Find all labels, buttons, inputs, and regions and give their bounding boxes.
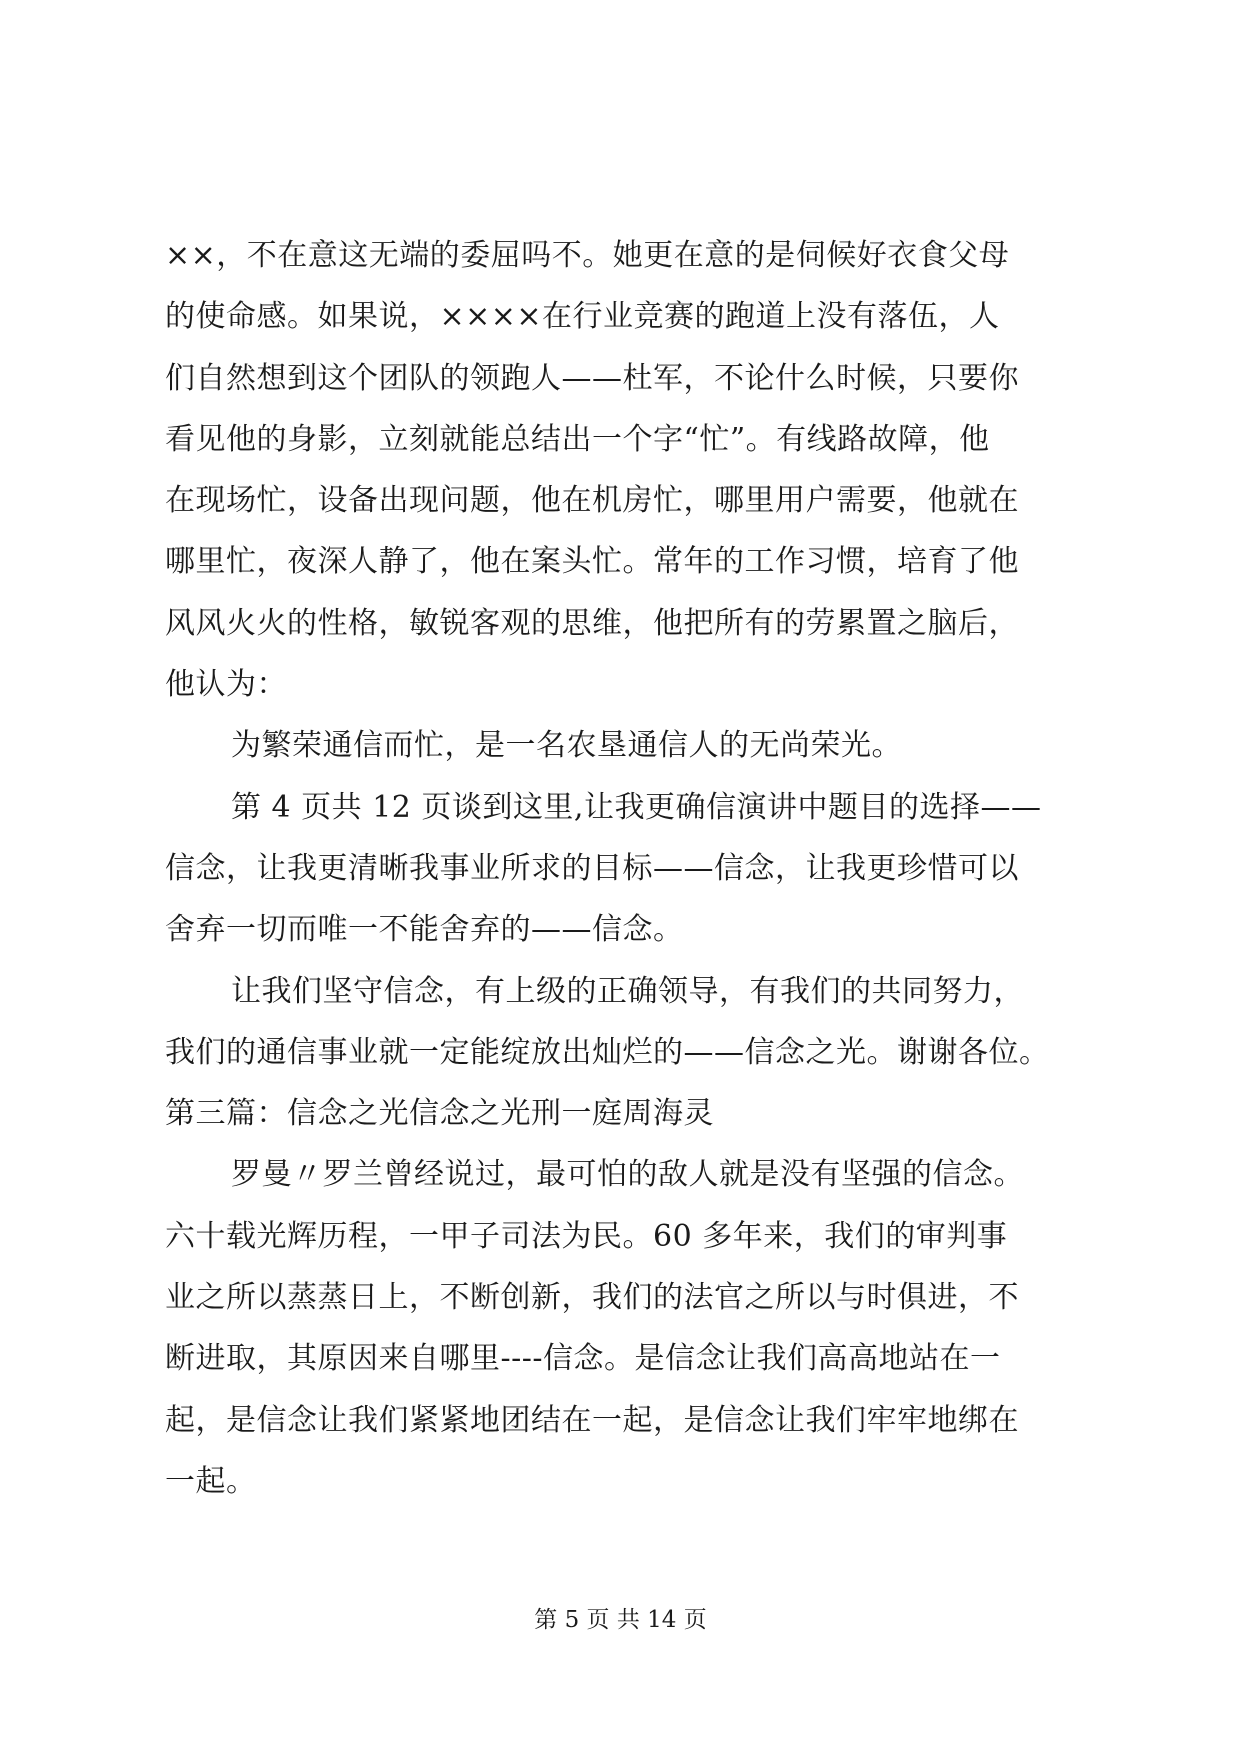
text-line: 舍弃一切而唯一不能舍弃的——信念。: [165, 912, 684, 948]
text-line: 六十载光辉历程，一甲子司法为民。60 多年来，我们的审判事: [165, 1218, 1008, 1254]
text-line: 哪里忙，夜深人静了，他在案头忙。常年的工作习惯，培育了他: [165, 544, 1019, 580]
text-line: 起，是信念让我们紧紧地团结在一起，是信念让我们牢牢地绑在: [165, 1402, 1019, 1438]
page-footer: 第 5 页 共 14 页: [534, 1607, 707, 1633]
text-line: 在现场忙，设备出现问题，他在机房忙，哪里用户需要，他就在: [165, 483, 1019, 519]
text-line: 们自然想到这个团队的领跑人——杜军，不论什么时候，只要你: [165, 360, 1019, 396]
text-line: 为繁荣通信而忙，是一名农垦通信人的无尚荣光。: [231, 728, 902, 764]
text-line: ××，不在意这无端的委屈吗不。她更在意的是伺候好衣食父母: [165, 238, 1010, 273]
section-heading: 第三篇：信念之光信念之光刑一庭周海灵: [165, 1096, 714, 1132]
text-line: 一起。: [165, 1463, 257, 1499]
text-line: 看见他的身影，立刻就能总结出一个字“忙”。有线路故障，他: [165, 421, 990, 457]
body-text: [165, 225, 1090, 1512]
text-line: 第 4 页共 12 页谈到这里,让我更确信演讲中题目的选择——: [231, 789, 1042, 825]
text-line: 断进取，其原因来自哪里----信念。是信念让我们高高地站在一: [165, 1341, 1001, 1377]
text-line: 风风火火的性格，敏锐客观的思维，他把所有的劳累置之脑后，: [165, 605, 1019, 641]
text-line: 我们的通信事业就一定能绽放出灿烂的——信念之光。谢谢各位。: [165, 1034, 1050, 1070]
text-line: 罗曼〃罗兰曾经说过，最可怕的敌人就是没有坚强的信念。: [231, 1157, 1024, 1193]
text-line: 信念，让我更清晰我事业所求的目标——信念，让我更珍惜可以: [165, 850, 1019, 886]
text-line: 他认为：: [165, 667, 287, 703]
text-line: 的使命感。如果说，××××在行业竞赛的跑道上没有落伍，人: [165, 299, 1000, 335]
text-line: 让我们坚守信念，有上级的正确领导，有我们的共同努力，: [231, 973, 1024, 1009]
text-line: 业之所以蒸蒸日上，不断创新，我们的法官之所以与时俱进，不: [165, 1280, 1019, 1316]
